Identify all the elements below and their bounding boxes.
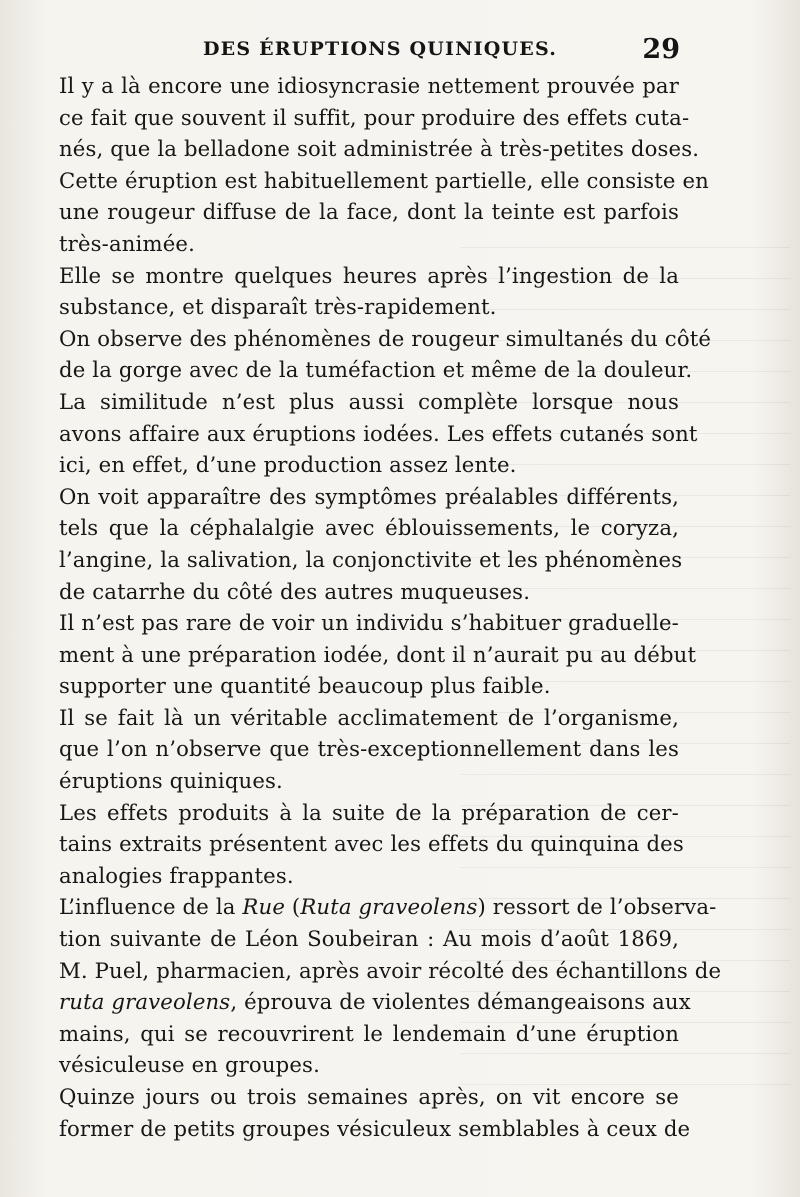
text-line: avons affaire aux éruptions iodées. Les effets cutanés sont xyxy=(59,420,698,446)
text-line: mains, qui se recouvrirent le lendemain d’une éruption xyxy=(59,1020,679,1046)
italic-term-ruta-graveolens: Ruta graveolens xyxy=(300,894,478,920)
text-line: Les effets produits à la suite de la préparation de cer- xyxy=(59,799,679,825)
text-line: Cette éruption est habituellement partielle, elle consiste en xyxy=(59,167,709,193)
text-line: Quinze jours ou trois semaines après, on vit encore se xyxy=(59,1084,679,1109)
line-fragment: ) ressort de l’observa- xyxy=(477,894,717,920)
page-number: 29 xyxy=(642,34,680,65)
italic-term-ruta-graveolens: ruta graveolens xyxy=(59,989,231,1015)
text-line: On observe des phénomènes de rougeur simultanés du côté xyxy=(59,325,712,351)
text-line: M. Puel, pharmacien, après avoir récolté des échantillons de xyxy=(59,957,722,983)
page-header xyxy=(60,36,680,68)
body-text xyxy=(59,70,722,1144)
text-line: de catarrhe du côté des autres muqueuses. xyxy=(59,578,531,604)
text-line-with-italics xyxy=(59,986,691,1018)
text-line-with-italics xyxy=(59,891,717,923)
text-line: vésiculeuse en groupes. xyxy=(59,1052,320,1078)
line-fragment: ( xyxy=(285,894,301,920)
text-line: Il y a là encore une idiosyncrasie nettement prouvée par xyxy=(59,73,679,98)
text-line: analogies frappantes. xyxy=(59,862,294,888)
text-line: de la gorge avec de la tuméfaction et même de la douleur. xyxy=(59,357,693,383)
text-line: Il se fait là un véritable acclimatement de l’organisme, xyxy=(59,704,679,730)
line-fragment: , éprouva de violentes démangeaisons aux xyxy=(230,989,691,1015)
text-line: La similitude n’est plus aussi complète lorsque nous xyxy=(59,388,679,414)
text-line: tion suivante de Léon Soubeiran : Au mois d’août 1869, xyxy=(59,926,679,952)
text-line: que l’on n’observe que très-exceptionnellement dans les xyxy=(59,736,679,762)
text-line: On voit apparaître des symptômes préalables différents, xyxy=(59,483,679,509)
text-line: supporter une quantité beaucoup plus faible. xyxy=(59,673,551,699)
text-line: très-animée. xyxy=(59,230,195,256)
text-line: une rougeur diffuse de la face, dont la teinte est parfois xyxy=(59,199,679,225)
text-line: former de petits groupes vésiculeux semblables à ceux de xyxy=(59,1115,691,1141)
italic-term-rue: Rue xyxy=(242,894,286,920)
text-line: ce fait que souvent il suffit, pour produire des effets cuta- xyxy=(59,104,690,130)
text-line: tels que la céphalalgie avec éblouissements, le coryza, xyxy=(59,515,679,541)
text-line: l’angine, la salivation, la conjonctivite et les phénomènes xyxy=(59,546,683,572)
text-line: ment à une préparation iodée, dont il n’aurait pu au début xyxy=(59,641,697,667)
text-line: ici, en effet, d’une production assez lente. xyxy=(59,452,517,478)
text-line: nés, que la belladone soit administrée à très-petites doses. xyxy=(59,136,700,162)
line-fragment: L’influence de la xyxy=(59,894,243,920)
text-line: éruptions quiniques. xyxy=(59,768,283,794)
text-line: substance, et disparaît très-rapidement. xyxy=(59,294,497,320)
text-line: Elle se montre quelques heures après l’ingestion de la xyxy=(59,262,679,288)
running-head: DES ÉRUPTIONS QUINIQUES. xyxy=(203,38,558,60)
text-line: Il n’est pas rare de voir un individu s’habituer graduelle- xyxy=(59,610,679,636)
text-line: tains extraits présentent avec les effets du quinquina des xyxy=(59,831,684,857)
